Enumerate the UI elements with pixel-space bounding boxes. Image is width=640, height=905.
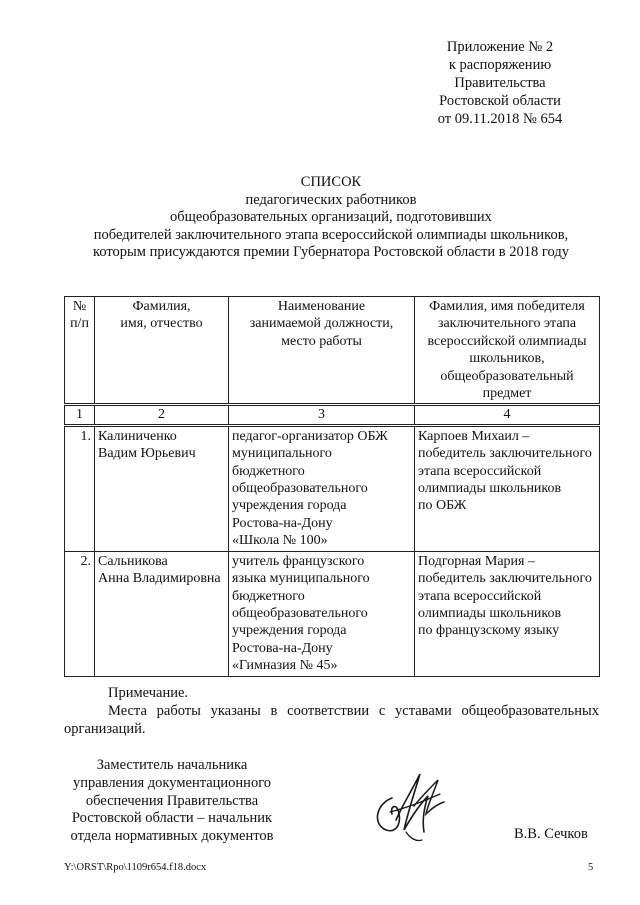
table-row — [65, 425, 600, 551]
column-number: 4 — [415, 405, 600, 425]
awardees-table — [64, 296, 600, 677]
note-section — [64, 684, 599, 738]
teacher-name: Сальникова Анна Владимировна — [95, 551, 229, 676]
column-number: 1 — [65, 405, 95, 425]
column-number: 2 — [95, 405, 229, 425]
teacher-name: Калиниченко Вадим Юрьевич — [95, 425, 229, 551]
winner-info: Карпоев Михаил – победитель заключительного этапа всероссийской олимпиады школьников по ОБЖ — [415, 425, 600, 551]
table-header-row — [65, 297, 600, 405]
title-line: победителей заключительного этапа всероссийской олимпиады школьников, — [93, 226, 569, 243]
winner-info: Подгорная Мария – победитель заключительного этапа всероссийской олимпиады школьников по французскому языку — [415, 551, 600, 676]
teacher-position: педагог-организатор ОБЖ муниципального бюджетного общеобразовательного учреждения города Ростова-на-Дону «Школа № 100» — [229, 425, 415, 551]
title-line: педагогических работников — [245, 191, 417, 208]
handwritten-signature — [362, 760, 452, 850]
title-line: общеобразовательных организаций, подготовивших — [170, 209, 492, 226]
appendix-line: Ростовской области — [439, 93, 561, 109]
appendix-header — [400, 38, 600, 128]
column-number-row — [65, 405, 600, 425]
note-text: Места работы указаны в соответствии с уставами общеобразовательных организаций. — [64, 703, 599, 737]
appendix-line: Правительства — [454, 75, 546, 91]
header-winner: Фамилия, имя победителя заключительного этапа всероссийской олимпиады школьников, общеобразовательный предмет — [415, 297, 600, 405]
row-number: 1. — [65, 425, 95, 551]
signer-title-line: Заместитель начальника — [96, 757, 248, 773]
signer-title-line: Ростовской области – начальник — [71, 810, 273, 827]
teacher-position: учитель французского языка муниципального бюджетного общеобразовательного учреждения города Ростова-на-Дону «Гимназия № 45» — [229, 551, 415, 676]
row-number: 2. — [65, 551, 95, 676]
signer-title-line: обеспечения Правительства — [85, 792, 259, 809]
table-row — [65, 551, 600, 676]
appendix-line: от 09.11.2018 № 654 — [437, 111, 563, 127]
signer-title — [52, 757, 292, 846]
header-number: № п/п — [65, 297, 95, 405]
column-number: 3 — [229, 405, 415, 425]
header-position: Наименование занимаемой должности, место работы — [229, 297, 415, 405]
signer-name: В.В. Сечков — [514, 826, 588, 842]
file-path: Y:\ORST\Rpo\1109r654.f18.docx — [64, 862, 207, 873]
appendix-line: к распоряжению — [448, 57, 552, 73]
note-label: Примечание. — [108, 685, 189, 701]
title-heading: СПИСОК — [300, 174, 362, 190]
document-title — [40, 174, 622, 262]
page-number: 5 — [588, 862, 594, 873]
appendix-line: Приложение № 2 — [446, 39, 554, 55]
title-line: которым присуждаются премии Губернатора Ростовской области в 2018 году — [93, 244, 569, 261]
signer-title-line: отдела нормативных документов — [70, 828, 274, 845]
signer-title-line: управления документационного — [72, 774, 272, 791]
header-name: Фамилия, имя, отчество — [95, 297, 229, 405]
